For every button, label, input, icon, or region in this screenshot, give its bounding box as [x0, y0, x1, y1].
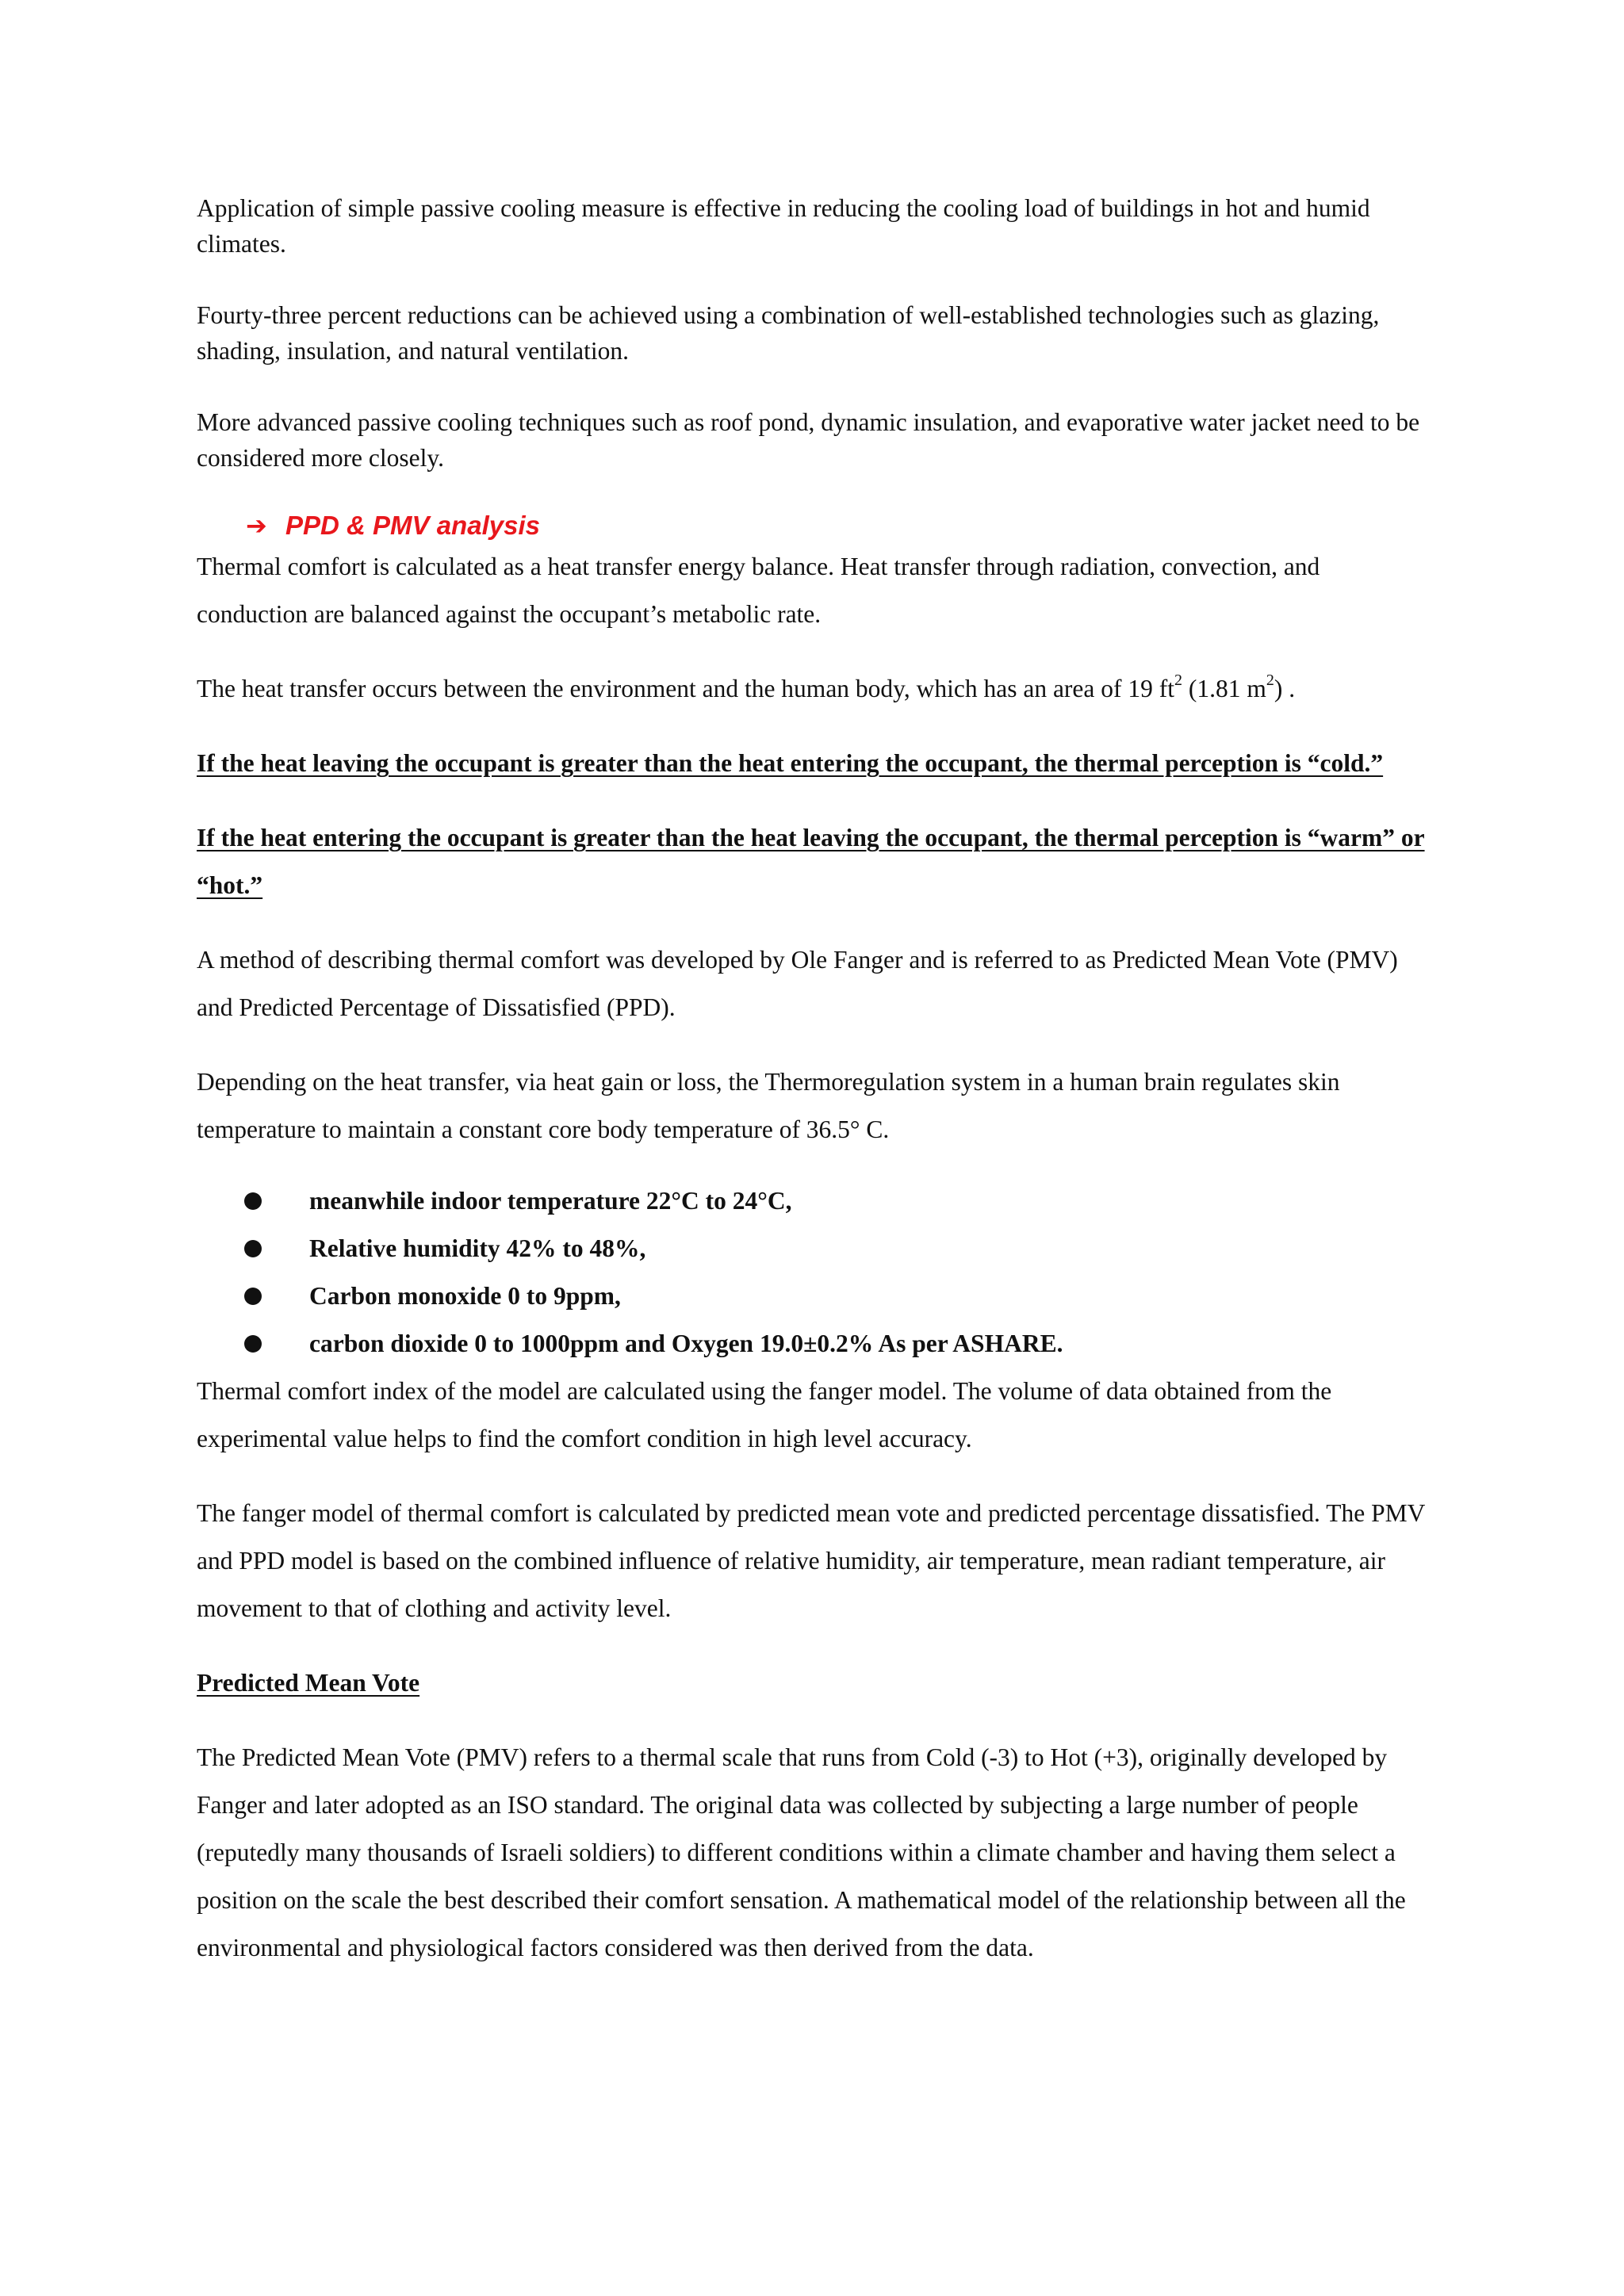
- warm-perception-rule: If the heat entering the occupant is greater than the heat leaving the occupant, the thermal perception is “warm” or “hot.”: [197, 824, 1425, 899]
- fanger-model-paragraph: The fanger model of thermal comfort is calculated by predicted mean vote and predicted percentage dissatisfied. The PMV and PPD model is based on the combined influence of relative humidity, air temperature, mean radiant temperature, air movement to that of clothing and activity level.: [197, 1499, 1425, 1622]
- document-page: [197, 190, 1434, 1972]
- body-area-text-c: ) .: [1274, 675, 1296, 702]
- list-item: Relative humidity 42% to 48%,: [197, 1225, 1434, 1272]
- list-item: carbon dioxide 0 to 1000ppm and Oxygen 19.0±0.2% As per ASHARE.: [197, 1320, 1434, 1368]
- body-area-text-a: The heat transfer occurs between the environment and the human body, which has an area of 19 ft: [197, 675, 1174, 702]
- intro-paragraph-3: More advanced passive cooling techniques such as roof pond, dynamic insulation, and evaporative water jacket need to be considered more closely.: [197, 408, 1420, 472]
- body-area-paragraph: [197, 665, 1434, 713]
- bullet-icon: [244, 1240, 262, 1257]
- superscript: 2: [1266, 671, 1274, 689]
- pmv-paragraph: The Predicted Mean Vote (PMV) refers to a thermal scale that runs from Cold (-3) to Hot (+3), originally developed by Fanger and later adopted as an ISO standard. The original data was collected by subjecting a large number of people (reputedly many thousands of Israeli soldiers) to different conditions within a climate chamber and having them select a position on the scale the best described their comfort sensation. A mathematical model of the relationship between all the environmental and physiological factors considered was then derived from the data.: [197, 1743, 1406, 1961]
- arrow-right-icon: ➔: [246, 511, 267, 540]
- list-item: meanwhile indoor temperature 22°C to 24°C,: [197, 1177, 1434, 1225]
- section-heading-text: PPD & PMV analysis: [285, 510, 540, 540]
- body-area-text-b: (1.81 m: [1182, 675, 1266, 702]
- intro-paragraph-1: Application of simple passive cooling measure is effective in reducing the cooling load of buildings in hot and humid climates.: [197, 194, 1370, 258]
- thermoregulation-paragraph: Depending on the heat transfer, via heat gain or loss, the Thermoregulation system in a human brain regulates skin temperature to maintain a constant core body temperature of 36.5° C.: [197, 1068, 1340, 1143]
- cold-perception-rule: If the heat leaving the occupant is greater than the heat entering the occupant, the thermal perception is “cold.”: [197, 749, 1384, 777]
- bullet-icon: [244, 1192, 262, 1210]
- intro-paragraph-2: Fourty-three percent reductions can be achieved using a combination of well-established technologies such as glazing, shading, insulation, and natural ventilation.: [197, 301, 1380, 365]
- comfort-index-paragraph: Thermal comfort index of the model are calculated using the fanger model. The volume of data obtained from the experimental value helps to find the comfort condition in high level accuracy.: [197, 1377, 1332, 1452]
- superscript: 2: [1174, 671, 1182, 689]
- bullet-icon: [244, 1288, 262, 1305]
- section-heading: [246, 507, 1434, 543]
- pmv-heading: Predicted Mean Vote: [197, 1669, 420, 1697]
- list-item: Carbon monoxide 0 to 9ppm,: [197, 1272, 1434, 1320]
- thermal-comfort-paragraph: Thermal comfort is calculated as a heat transfer energy balance. Heat transfer through radiation, convection, and conduction are balanced against the occupant’s metabolic rate.: [197, 553, 1320, 628]
- bullet-icon: [244, 1335, 262, 1353]
- fanger-intro-paragraph: A method of describing thermal comfort was developed by Ole Fanger and is referred to as Predicted Mean Vote (PMV) and Predicted Percentage of Dissatisfied (PPD).: [197, 946, 1398, 1021]
- conditions-list: [197, 1177, 1434, 1368]
